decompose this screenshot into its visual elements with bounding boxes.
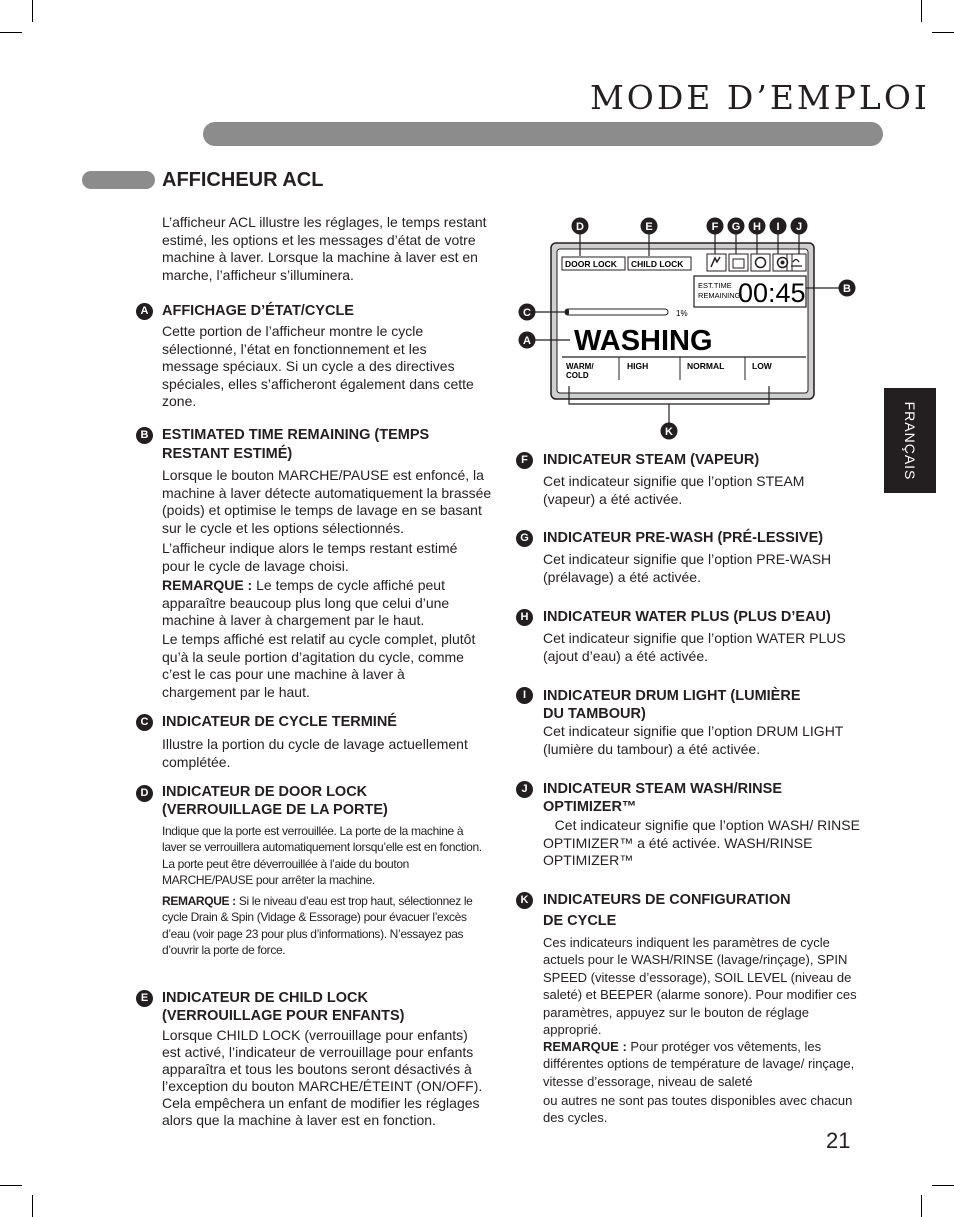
section-g-body: Cet indicateur signifie que l’option PRE-WASH (prélavage) a été activée.	[543, 551, 832, 585]
section-b-body-3: Le temps affiché est relatif au cycle complet, plutôt qu’à la seule portion d’agitation du cycle, comme c’est le cas pour une machine à laver à chargement par le haut.	[162, 631, 476, 700]
setting-low: LOW	[752, 361, 772, 371]
callout-k: K	[665, 426, 673, 438]
header-bar	[203, 122, 883, 146]
section-e-body: Lorsque CHILD LOCK (verrouillage pour enfants) est activé, l’indicateur de verrouillage pour enfants apparaîtra et tous les boutons seront désactivés à l’exception du bouton MARCHE/ÉTEINT (ON/OFF). Cela empêchera un enfant de modifier les réglages alors que la machine à laver est en fonction.	[162, 1027, 483, 1128]
callout-h: H	[753, 221, 761, 233]
badge-d: D	[136, 785, 153, 802]
section-b-title-2: RESTANT ESTIMÉ)	[162, 446, 293, 462]
door-lock-label: DOOR LOCK	[565, 259, 617, 269]
note-label: REMARQUE :	[543, 1039, 627, 1054]
section-j-title-2: OPTIMIZER™	[543, 799, 637, 815]
section-j-body: Cet indicateur signifie que l’option WASH/ RINSE OPTIMIZER™ a été activée. WASH/RINSE OPTIMIZER™	[543, 817, 864, 869]
section-e-title-1: INDICATEUR DE CHILD LOCK	[162, 990, 368, 1006]
section-title: AFFICHEUR ACL	[162, 169, 324, 191]
section-d-note	[162, 893, 492, 958]
crop-mark	[32, 0, 33, 22]
section-k-title-2: DE CYCLE	[543, 913, 617, 929]
badge-f: F	[516, 452, 533, 469]
section-b-body-1: Lorsque le bouton MARCHE/PAUSE est enfoncé, la machine à laver détecte automatiquement la brassée (poids) et optimise le temps de lavage en se basant sur le cycle et les options sélectionnés.	[162, 467, 492, 536]
est-time-label: EST.TIME	[698, 281, 732, 290]
callout-b: B	[843, 283, 851, 295]
callout-e: E	[645, 221, 653, 233]
section-k-body-2: ou autres ne sont pas toutes disponibles avec chacun des cycles.	[543, 1093, 853, 1126]
section-e-title-2: (VERROUILLAGE POUR ENFANTS)	[162, 1008, 405, 1024]
intro-text: L’afficheur ACL illustre les réglages, le temps restant estimé, les options et les messages d’état de votre machine à laver. Lorsque la machine à laver est en marche, l’afficheur s’illuminera.	[162, 214, 487, 283]
section-b-title-1: ESTIMATED TIME REMAINING (TEMPS	[162, 427, 430, 443]
crop-mark	[932, 32, 954, 33]
cycle-progress-bar	[565, 309, 668, 315]
crop-mark	[0, 32, 22, 33]
callout-j: J	[795, 221, 803, 233]
badge-c: C	[136, 714, 153, 731]
section-h-body: Cet indicateur signifie que l’option WATER PLUS (ajout d’eau) a été activée.	[543, 630, 846, 664]
callout-f: F	[711, 221, 719, 233]
time-value: 00:45	[738, 278, 806, 308]
section-g-title: INDICATEUR PRE-WASH (PRÉ-LESSIVE)	[543, 530, 824, 546]
section-c-title: INDICATEUR DE CYCLE TERMINÉ	[162, 714, 397, 730]
callout-a: A	[523, 335, 531, 347]
section-a-title: AFFICHAGE D’ÉTAT/CYCLE	[162, 303, 354, 319]
note-label: REMARQUE :	[162, 894, 236, 908]
progress-percent: 1%	[676, 309, 688, 318]
section-i-body: Cet indicateur signifie que l’option DRUM LIGHT (lumière du tambour) a été activée.	[543, 723, 844, 757]
cycle-progress-fill	[565, 309, 569, 315]
section-f-title: INDICATEUR STEAM (VAPEUR)	[543, 452, 760, 468]
section-k-body: Ces indicateurs indiquent les paramètres de cycle actuels pour le WASH/RINSE (lavage/rinçage), SPIN SPEED (vitesse d’essorage), SOIL LEVEL (niveau de saleté) et BEEPER (alarme sonore). Pour modifier ces paramètres, appuyez sur le bouton de réglage approprié.	[543, 935, 857, 1038]
badge-h: H	[516, 609, 533, 626]
section-d-body: Indique que la porte est verrouillée. La porte de la machine à laver se verrouillera automatiquement lorsqu’elle est en fonction. La porte peut être déverrouillée à l’aide du bouton MARCHE/PAUSE pour arrêter la machine.	[162, 824, 482, 887]
badge-j: J	[516, 781, 533, 798]
crop-mark	[921, 1195, 922, 1217]
section-d-title-1: INDICATEUR DE DOOR LOCK	[162, 784, 368, 800]
section-i-title-2: DU TAMBOUR)	[543, 706, 646, 722]
section-k-note	[543, 1038, 868, 1090]
section-d-title-2: (VERROUILLAGE DE LA PORTE)	[162, 802, 388, 818]
section-marker	[82, 171, 155, 189]
note-text: Si le niveau d’eau est trop haut, sélectionnez le cycle Drain & Spin (Vidage & Essorage) pour évacuer l’excès d’eau (voir page 23 pour plus d’informations). N’essayez pas d’ouvrir la porte de force.	[162, 894, 473, 957]
note-label: REMARQUE :	[162, 577, 253, 593]
setting-warm: WARM/	[566, 362, 594, 371]
note-text: Le temps de cycle affiché peut apparaître beaucoup plus long que celui d’une machine à laver à chargement par le haut.	[162, 577, 450, 629]
badge-g: G	[516, 530, 533, 547]
section-b-body-2: L’afficheur indique alors le temps restant estimé pour le cycle de lavage choisi.	[162, 540, 458, 574]
setting-normal: NORMAL	[687, 361, 725, 371]
note-text: Pour protéger vos vêtements, les différentes options de température de lavage/ rinçage, vitesse d’essorage, niveau de saleté	[543, 1039, 855, 1089]
badge-i: I	[516, 687, 533, 704]
lcd-display-diagram	[515, 212, 875, 444]
callout-i: I	[776, 221, 780, 233]
badge-b: B	[136, 427, 153, 444]
badge-k: K	[516, 892, 533, 909]
language-label: FRANÇAIS	[902, 401, 918, 480]
status-text: WASHING	[574, 325, 713, 357]
section-f-body: Cet indicateur signifie que l’option STEAM (vapeur) a été activée.	[543, 473, 805, 507]
section-j-title-1: INDICATEUR STEAM WASH/RINSE	[543, 781, 782, 797]
setting-cold: COLD	[566, 371, 589, 380]
remaining-label: REMAINING	[698, 291, 741, 300]
badge-a: A	[136, 303, 153, 320]
crop-mark	[32, 1195, 33, 1217]
crop-mark	[932, 1185, 954, 1186]
crop-mark	[921, 0, 922, 22]
section-k-title-1: INDICATEURS DE CONFIGURATION	[543, 892, 791, 908]
language-tab	[884, 388, 936, 493]
section-i-title-1: INDICATEUR DRUM LIGHT (LUMIÈRE	[543, 688, 801, 704]
section-c-body: Illustre la portion du cycle de lavage actuellement complétée.	[162, 736, 468, 770]
callout-d: D	[576, 221, 584, 233]
callout-c: C	[523, 307, 531, 319]
section-a-body: Cette portion de l’afficheur montre le cycle sélectionné, l’état en fonctionnement et les message spéciaux. Si un cycle a des directives spéciales, elles s’afficheront également dans cette zone.	[162, 323, 474, 410]
setting-high: HIGH	[627, 361, 649, 371]
page-number: 21	[826, 1128, 851, 1153]
crop-mark	[0, 1185, 22, 1186]
section-b-note	[162, 577, 482, 630]
callout-g: G	[731, 221, 741, 233]
page-title: MODE D’EMPLOI	[590, 78, 930, 117]
section-h-title: INDICATEUR WATER PLUS (PLUS D’EAU)	[543, 609, 831, 625]
badge-e: E	[136, 990, 153, 1007]
child-lock-label: CHILD LOCK	[631, 259, 684, 269]
